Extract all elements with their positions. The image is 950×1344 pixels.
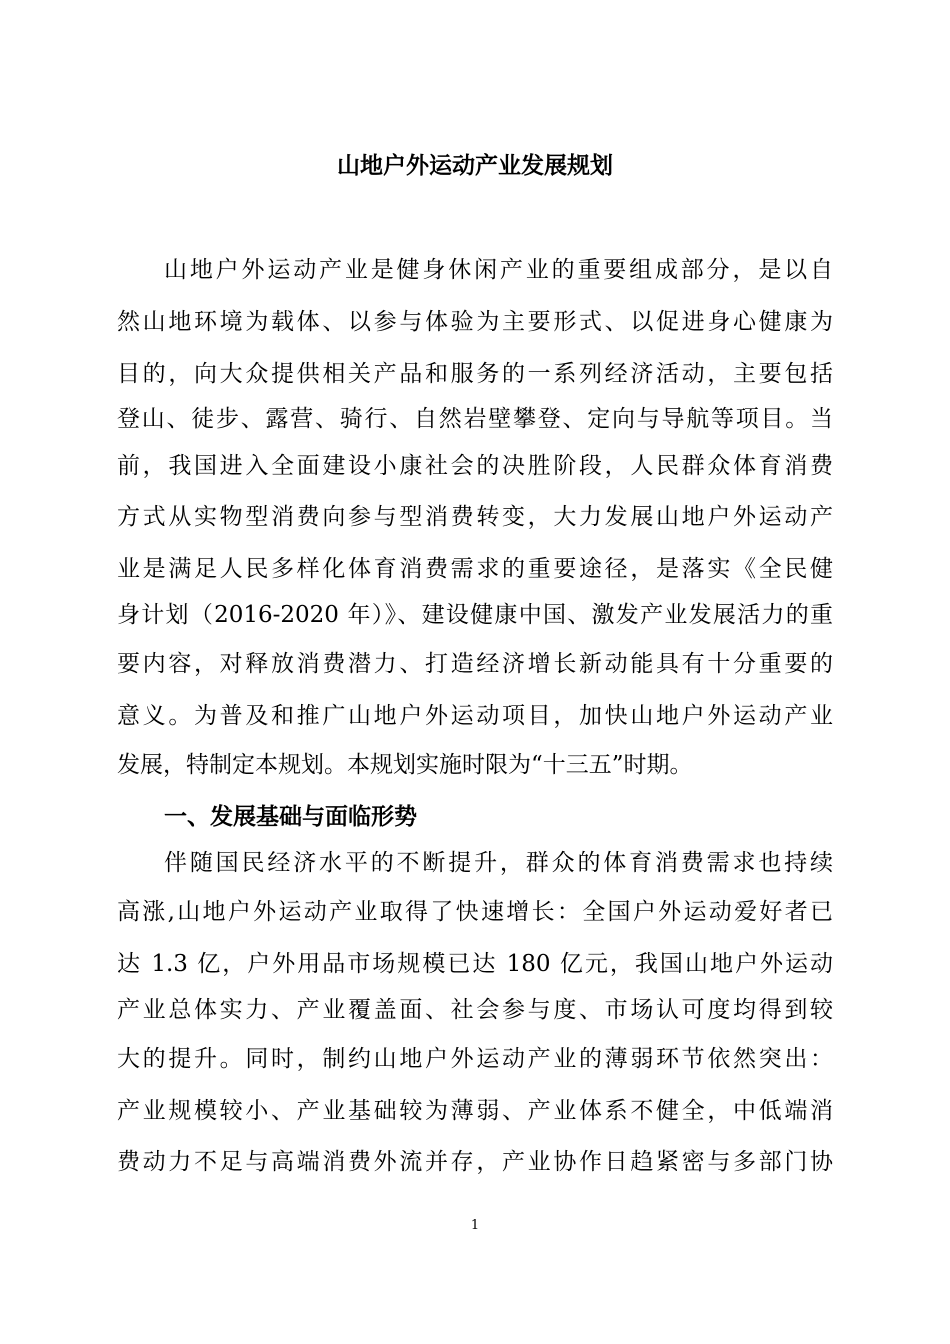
- section-heading: 一、发展基础与面临形势: [164, 804, 417, 830]
- paragraph-line: 产业规模较小、产业基础较为薄弱、产业体系不健全，中低端消: [117, 1098, 833, 1124]
- paragraph-line: 登山、徒步、露营、骑行、自然岩壁攀登、定向与导航等项目。当: [117, 406, 833, 432]
- paragraph-line: 伴随国民经济水平的不断提升，群众的体育消费需求也持续: [164, 850, 833, 876]
- paragraph-line: 业是满足人民多样化体育消费需求的重要途径，是落实《全民健: [117, 556, 833, 582]
- paragraph-line: 山地户外运动产业是健身休闲产业的重要组成部分，是以自: [164, 257, 833, 283]
- paragraph-line: 费动力不足与高端消费外流并存，产业协作日趋紧密与多部门协: [117, 1149, 833, 1175]
- paragraph-line: 意义。为普及和推广山地户外运动项目，加快山地户外运动产业: [117, 703, 833, 729]
- paragraph-line: 然山地环境为载体、以参与体验为主要形式、以促进身心健康为: [117, 309, 833, 335]
- paragraph-line: 目的，向大众提供相关产品和服务的一系列经济活动，主要包括: [117, 361, 833, 387]
- paragraph-line: 身计划（2016-2020 年）》、建设健康中国、激发产业发展活力的重: [117, 602, 833, 628]
- paragraph-line: 发展，特制定本规划。本规划实施时限为“十三五”时期。: [117, 752, 693, 778]
- document-title: 山地户外运动产业发展规划: [337, 153, 613, 179]
- paragraph-line: 高涨,山地户外运动产业取得了快速增长：全国户外运动爱好者已: [117, 899, 833, 925]
- page-number: 1: [470, 1218, 480, 1233]
- paragraph-line: 大的提升。同时，制约山地户外运动产业的薄弱环节依然突出：: [117, 1046, 833, 1072]
- paragraph-line: 要内容，对释放消费潜力、打造经济增长新动能具有十分重要的: [117, 651, 833, 677]
- paragraph-line: 达 1.3 亿，户外用品市场规模已达 180 亿元，我国山地户外运动: [117, 951, 833, 977]
- paragraph-line: 产业总体实力、产业覆盖面、社会参与度、市场认可度均得到较: [117, 997, 833, 1023]
- paragraph-line: 前，我国进入全面建设小康社会的决胜阶段，人民群众体育消费: [117, 453, 833, 479]
- paragraph-line: 方式从实物型消费向参与型消费转变，大力发展山地户外运动产: [117, 504, 833, 530]
